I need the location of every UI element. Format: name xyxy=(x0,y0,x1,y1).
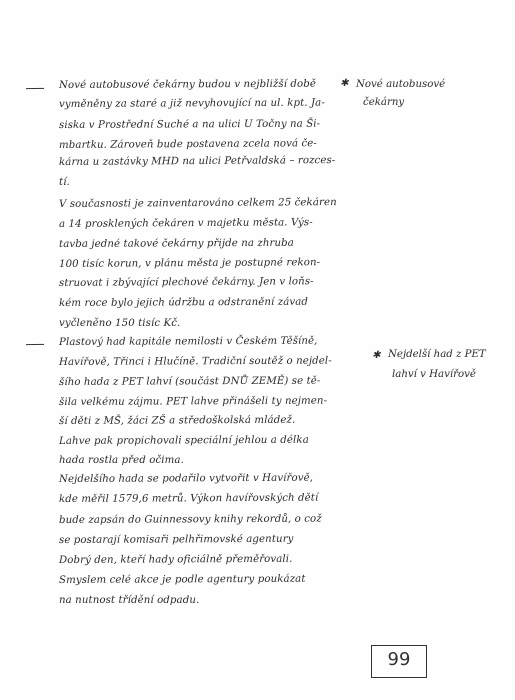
text-line: kém roce bylo jejich údržbu a odstranění závad xyxy=(58,296,309,309)
text-line: kde měřil 1579,6 metrů. Výkon havířovských dětí xyxy=(58,492,319,505)
text-line: vyměněny za staré a již nevyhovující na ul. kpt. Ja- xyxy=(58,97,325,110)
text-line: šího hada z PET lahví (součást DNŮ ZEMĚ) se tě- xyxy=(58,375,321,388)
text-line: Lahve pak propichovali speciální jehlou a délka xyxy=(58,434,309,447)
text-line: 100 tisíc korun, v plánu města je postupné rekon- xyxy=(58,257,321,270)
page-number: 99 xyxy=(387,649,411,670)
text-line: hada rostla před očima. xyxy=(59,455,184,466)
text-line: Dobrý den, kteří hady oficiálně přeměřovali. xyxy=(58,553,293,566)
text-line: na nutnost třídění odpadu. xyxy=(59,595,200,606)
bullet-dash xyxy=(26,88,44,90)
margin-note-line: Nejdelší had z PET xyxy=(388,349,486,360)
text-line: mbartku. Zároveň bude postavena zcela nová če- xyxy=(58,138,318,151)
text-line: Plastový had kapitále nemilosti v Českém Těšíně, xyxy=(58,335,318,348)
text-line: V současnosti je zainventarováno celkem 25 čekáren xyxy=(58,197,337,210)
margin-note-star: ✱ xyxy=(340,78,349,89)
page-number-box xyxy=(371,645,427,678)
text-line: tí. xyxy=(59,177,70,188)
margin-note-line: čekárny xyxy=(363,97,405,108)
text-line: Havířově, Třinci i Hlučíně. Tradiční soutěž o nejdel- xyxy=(58,355,332,368)
text-line: Nové autobusové čekárny budou v nejbližší době xyxy=(58,78,317,91)
text-line: kárna u zastávky MHD na ulici Petřvaldská – rozces- xyxy=(58,155,336,168)
text-line: siska v Prostřední Suché a na ulici U Točny na Ši- xyxy=(58,118,321,131)
text-line: se postarají komisaři pelhřimovské agentury xyxy=(58,533,294,546)
text-line: a 14 prosklených čekáren v majetku města. Výs- xyxy=(58,217,313,230)
text-line: šila velkému zájmu. PET lahve přinášeli ty nejmen- xyxy=(58,395,328,408)
text-line: bude zapsán do Guinnessovy knihy rekordů, o což xyxy=(58,513,322,526)
text-line: Smyslem celé akce je podle agentury poukázat xyxy=(58,573,306,586)
margin-note-line: Nové autobusové xyxy=(356,79,446,90)
text-line: ší děti z MŠ, žáci ZŠ a středoškolská mládež. xyxy=(58,414,296,427)
text-line: Nejdelšího hada se podařilo vytvořit v Havířově, xyxy=(58,472,314,485)
text-line: tavba jedné takové čekárny přijde na zhruba xyxy=(58,237,294,250)
text-line: struovat i zbývající plechové čekárny. Jen v loňs- xyxy=(58,276,314,289)
margin-note-line: lahví v Havířově xyxy=(392,369,476,380)
text-line: vyčleněno 150 tisíc Kč. xyxy=(59,318,181,329)
bullet-dash xyxy=(26,344,44,346)
margin-note-star: ✱ xyxy=(372,350,381,361)
